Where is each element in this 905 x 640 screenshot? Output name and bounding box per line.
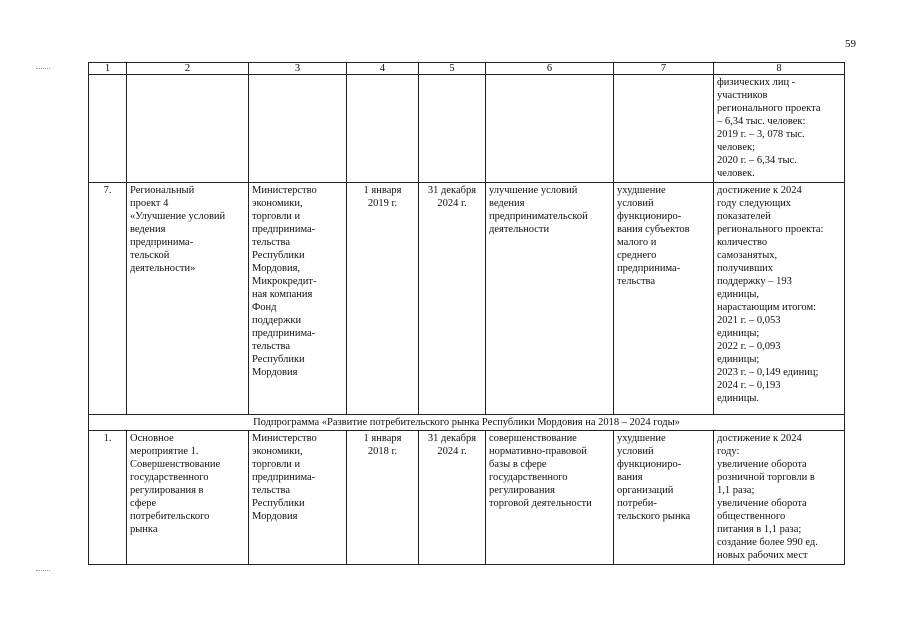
indicators-cell: физических лиц - участников регионального проекта – 6,34 тыс. человек: 2019 г. – 3, 078 тыс. человек; 2020 г. – 6,34 тыс. человек. <box>714 75 845 183</box>
event-name-cell <box>127 75 249 183</box>
program-table <box>88 62 845 565</box>
scan-mark <box>36 570 50 571</box>
indicators-cell: достижение к 2024 году следующих показателей регионального проекта: количество самозанятых, получивших поддержку – 193 единицы, нарастающим итогом: 2021 г. – 0,053 единицы; 2022 г. – 0,093 единицы; 2023 г. – 0,149 единиц; 2024 г. – 0,193 единицы. <box>714 183 845 415</box>
column-header: 1 <box>89 63 127 75</box>
executor-cell: Министерство экономики, торговли и предпринима- тельства Республики Мордовия, Микрокредит- ная компания Фонд поддержки предпринима- тельства Республики Мордовия <box>249 183 347 415</box>
column-header: 8 <box>714 63 845 75</box>
event-name-cell: Основное мероприятие 1. Совершенствование государственного регулирования в сфере потребительского рынка <box>127 431 249 565</box>
table-row <box>89 75 845 183</box>
consequences-cell: ухудшение условий функциониро- вания субъектов малого и среднего предпринима- тельства <box>614 183 714 415</box>
column-header: 5 <box>419 63 486 75</box>
expected-result-cell <box>486 75 614 183</box>
scan-mark <box>36 68 50 69</box>
column-number-row <box>89 63 845 75</box>
consequences-cell: ухудшение условий функциониро- вания организаций потреби- тельского рынка <box>614 431 714 565</box>
column-header: 3 <box>249 63 347 75</box>
executor-cell: Министерство экономики, торговли и предпринима- тельства Республики Мордовия <box>249 431 347 565</box>
table-row <box>89 431 845 565</box>
consequences-cell <box>614 75 714 183</box>
executor-cell <box>249 75 347 183</box>
row-number-cell: 7. <box>89 183 127 415</box>
subprogram-title: Подпрограмма «Развитие потребительского рынка Республики Мордовия на 2018 – 2024 годы» <box>89 415 845 431</box>
start-date-cell: 1 января 2019 г. <box>347 183 419 415</box>
indicators-cell: достижение к 2024 году: увеличение оборота розничной торговли в 1,1 раза; увеличение оборота общественного питания в 1,1 раза; создание более 990 ед. новых рабочих мест <box>714 431 845 565</box>
expected-result-cell: совершенствование нормативно-правовой базы в сфере государственного регулирования торговой деятельности <box>486 431 614 565</box>
expected-result-cell: улучшение условий ведения предпринимательской деятельности <box>486 183 614 415</box>
event-name-cell: Региональный проект 4 «Улучшение условий ведения предпринима- тельской деятельности» <box>127 183 249 415</box>
end-date-cell: 31 декабря 2024 г. <box>419 431 486 565</box>
column-header: 7 <box>614 63 714 75</box>
start-date-cell: 1 января 2018 г. <box>347 431 419 565</box>
start-date-cell <box>347 75 419 183</box>
end-date-cell: 31 декабря 2024 г. <box>419 183 486 415</box>
end-date-cell <box>419 75 486 183</box>
table-row <box>89 183 845 415</box>
subprogram-row <box>89 415 845 431</box>
column-header: 2 <box>127 63 249 75</box>
page-number: 59 <box>845 38 856 50</box>
column-header: 4 <box>347 63 419 75</box>
row-number-cell <box>89 75 127 183</box>
column-header: 6 <box>486 63 614 75</box>
row-number-cell: 1. <box>89 431 127 565</box>
